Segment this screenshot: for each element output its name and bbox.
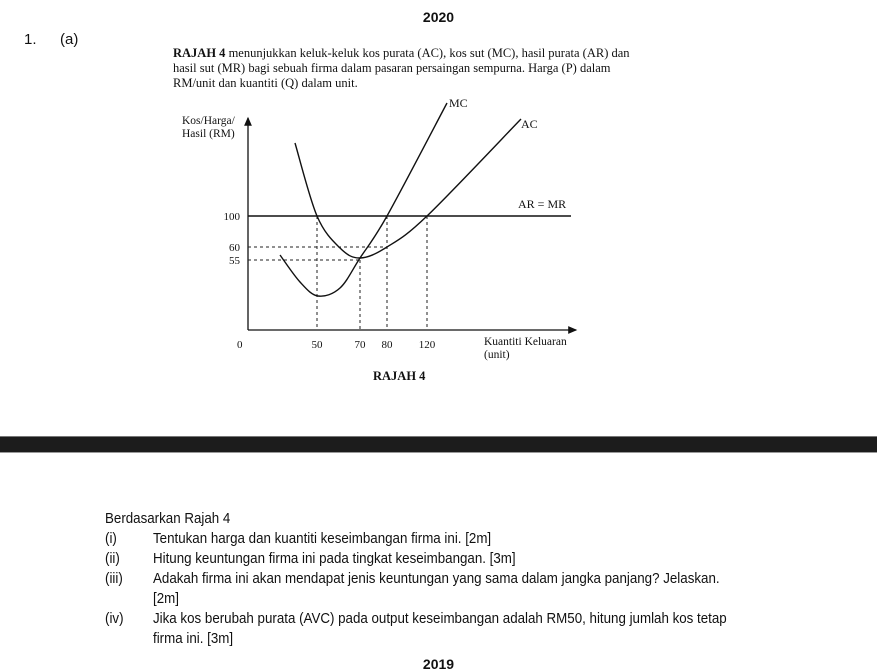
question-ii-text: Hitung keuntungan firma ini pada tingkat keseimbangan. [3m] bbox=[153, 551, 516, 567]
x-axis-label-line2: (unit) bbox=[484, 349, 510, 361]
questions-lead: Berdasarkan Rajah 4 bbox=[105, 511, 231, 527]
series-mc-line bbox=[280, 103, 447, 296]
question-part: (a) bbox=[60, 31, 79, 48]
y-tick-label: 60 bbox=[229, 242, 240, 254]
divider-band bbox=[0, 436, 877, 453]
y-tick-label: 100 bbox=[223, 211, 240, 223]
x-tick-label: 120 bbox=[418, 339, 436, 351]
next-year-heading: 2019 bbox=[422, 656, 455, 672]
question-ii-number: (ii) bbox=[105, 551, 120, 567]
x-tick-label: 80 bbox=[381, 339, 393, 351]
origin-label: 0 bbox=[237, 339, 243, 351]
y-tick-label: 55 bbox=[229, 255, 240, 267]
intro-text: menunjukkan keluk-keluk kos purata (AC), kos sut (MC), hasil purata (AR) dan hasil sut (MR) bagi sebuah firma dalam pasaran persaingan sempurna. Harga (P) dalam RM/unit dan kuantiti (Q) dalam unit. bbox=[173, 46, 630, 90]
question-iv-text: Jika kos berubah purata (AVC) pada output keseimbangan adalah RM50, hitung jumlah kos tetap bbox=[153, 611, 727, 627]
x-axis-label-line1: Kuantiti Keluaran bbox=[484, 336, 567, 348]
question-i-text: Tentukan harga dan kuantiti keseimbangan firma ini. [2m] bbox=[153, 531, 492, 547]
series-label-ar-mr: AR = MR bbox=[518, 197, 567, 211]
intro-figure-ref: RAJAH 4 bbox=[173, 46, 226, 60]
series-label-ac: AC bbox=[521, 117, 538, 131]
question-iii-text: Adakah firma ini akan mendapat jenis keuntungan yang sama dalam jangka panjang? Jelaskan. bbox=[153, 571, 720, 587]
question-i-number: (i) bbox=[105, 531, 117, 547]
y-axis-label-line2: Hasil (RM) bbox=[182, 128, 235, 140]
question-iii-number: (iii) bbox=[105, 571, 123, 587]
figure-caption: RAJAH 4 bbox=[373, 369, 426, 383]
x-tick-label: 70 bbox=[354, 339, 366, 351]
question-iv-text-cont: firma ini. [3m] bbox=[153, 631, 234, 647]
question-iv-number: (iv) bbox=[105, 611, 124, 627]
question-number: 1. bbox=[24, 31, 37, 48]
question-iii-marks: [2m] bbox=[153, 591, 179, 607]
series-label-mc: MC bbox=[449, 96, 468, 110]
year-heading: 2020 bbox=[422, 9, 455, 25]
series-ac-line bbox=[295, 119, 521, 258]
x-tick-label: 50 bbox=[311, 339, 323, 351]
y-axis-label-line1: Kos/Harga/ bbox=[182, 115, 235, 127]
